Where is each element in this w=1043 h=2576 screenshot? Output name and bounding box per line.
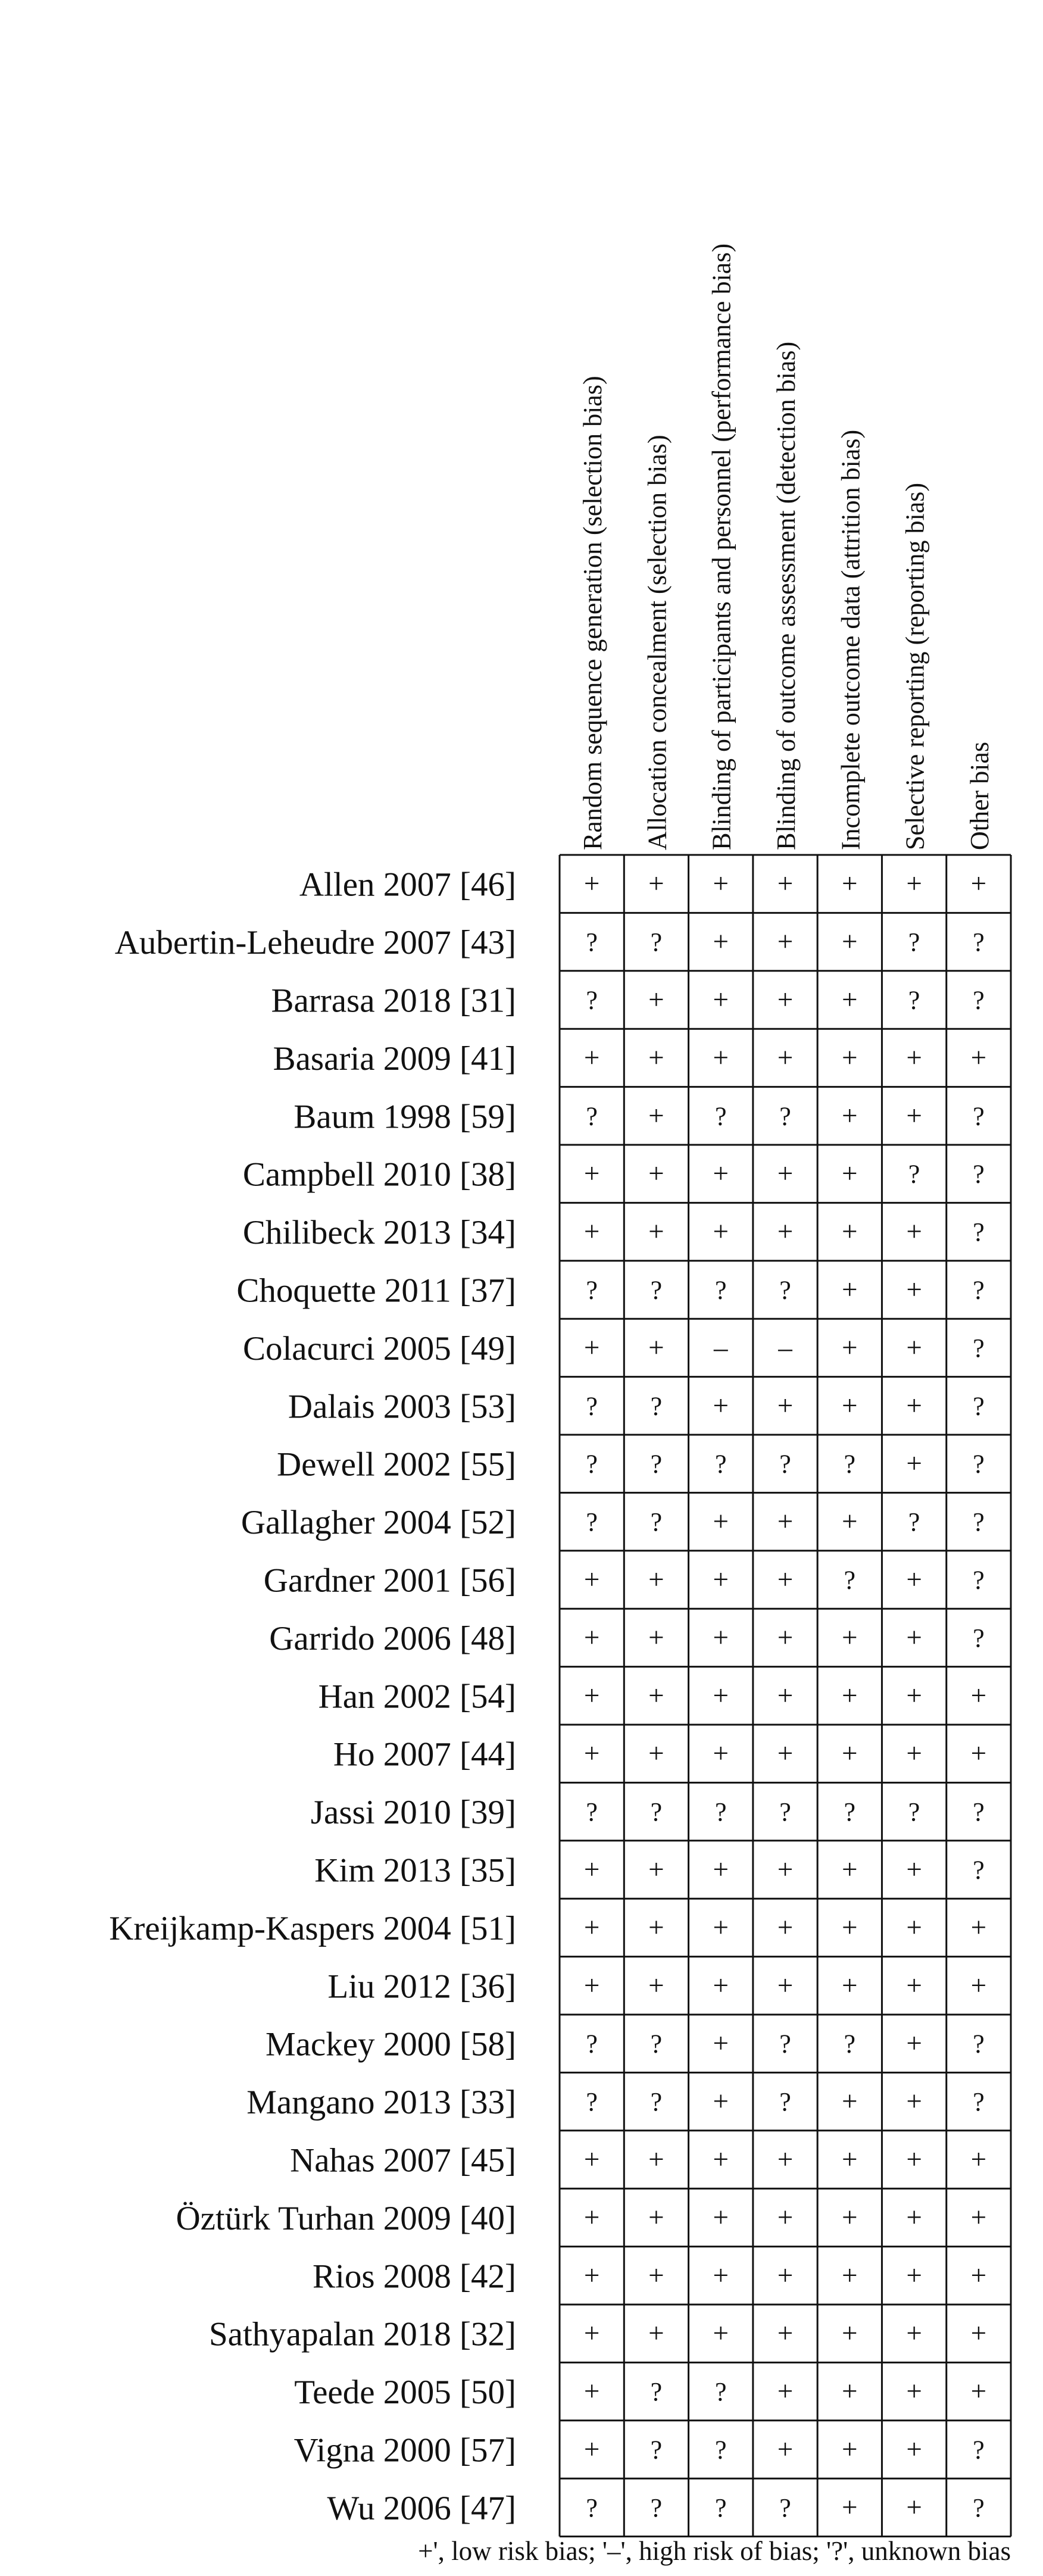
- bias-cell: +: [648, 2260, 664, 2291]
- bias-cell: +: [906, 1100, 922, 1132]
- bias-cell: +: [906, 2491, 922, 2523]
- bias-cell: ?: [650, 2493, 663, 2522]
- bias-cell: ?: [650, 1391, 663, 1421]
- column-headers: [578, 243, 994, 850]
- bias-cell: +: [648, 1100, 664, 1132]
- bias-cell: +: [713, 1506, 729, 1538]
- bias-cell: ?: [714, 1449, 727, 1479]
- bias-cell: ?: [844, 1797, 856, 1827]
- bias-cell: +: [777, 1564, 794, 1595]
- footnote-legend: +', low risk bias; '–', high risk of bias; '?', unknown bias: [418, 2536, 1011, 2566]
- bias-cell: ?: [779, 1449, 791, 1479]
- bias-cell: +: [648, 1680, 664, 1712]
- bias-cell: +: [842, 1042, 858, 1073]
- study-label: Ho 2007 [44]: [333, 1735, 516, 1773]
- bias-cell: +: [906, 1738, 922, 1769]
- study-label: Baum 1998 [59]: [293, 1098, 516, 1136]
- bias-cell: +: [842, 2318, 858, 2349]
- bias-cell: +: [583, 2434, 600, 2465]
- bias-cell: +: [777, 1854, 794, 1885]
- bias-cell: +: [583, 1970, 600, 2002]
- bias-cell: +: [713, 2260, 729, 2291]
- bias-cell: +: [583, 868, 600, 900]
- bias-cell: +: [970, 868, 987, 900]
- bias-cell: ?: [973, 1217, 985, 1247]
- study-label: Han 2002 [54]: [318, 1678, 516, 1716]
- bias-cell: +: [842, 2376, 858, 2408]
- bias-cell: +: [842, 2434, 858, 2465]
- bias-cell: +: [970, 2202, 987, 2233]
- bias-cell: +: [842, 2260, 858, 2291]
- bias-cell: +: [648, 2202, 664, 2233]
- study-label: Kreijkamp-Kaspers 2004 [51]: [109, 1909, 516, 1947]
- bias-cell: +: [583, 2260, 600, 2291]
- bias-cell: +: [713, 1854, 729, 1885]
- bias-cell: +: [842, 1738, 858, 1769]
- study-label: Campbell 2010 [38]: [242, 1156, 516, 1194]
- bias-cell: ?: [650, 2377, 663, 2407]
- bias-cell: +: [842, 2202, 858, 2233]
- bias-cell: +: [648, 1216, 664, 1248]
- study-label: Choquette 2011 [37]: [236, 1272, 516, 1310]
- bias-cell: +: [970, 2260, 987, 2291]
- bias-cell: ?: [714, 1101, 727, 1131]
- bias-cell: +: [842, 2086, 858, 2118]
- bias-cell: ?: [908, 1159, 920, 1189]
- bias-cell: +: [713, 1564, 729, 1595]
- bias-cell: +: [906, 2318, 922, 2349]
- bias-cell: +: [648, 2144, 664, 2175]
- bias-cell: +: [583, 1332, 600, 1363]
- bias-cell: +: [777, 2434, 794, 2465]
- study-label: Jassi 2010 [39]: [310, 1794, 516, 1832]
- bias-cell: +: [906, 1854, 922, 1885]
- bias-cell: +: [842, 984, 858, 1016]
- bias-cell: +: [842, 1274, 858, 1306]
- bias-cell: +: [777, 1158, 794, 1189]
- bias-cell: ?: [586, 1797, 598, 1827]
- bias-cell: +: [777, 1680, 794, 1712]
- bias-cell: +: [906, 2028, 922, 2059]
- column-header: Random sequence generation (selection bias): [578, 376, 608, 850]
- bias-cell: +: [713, 1042, 729, 1073]
- bias-cell: +: [906, 2086, 922, 2118]
- bias-cell: +: [648, 1738, 664, 1769]
- bias-cell: +: [713, 2144, 729, 2175]
- bias-cell: +: [648, 2318, 664, 2349]
- bias-cell: +: [970, 2318, 987, 2349]
- bias-cell: +: [713, 868, 729, 900]
- bias-cell: ?: [844, 2029, 856, 2059]
- bias-cell: +: [906, 1332, 922, 1363]
- bias-cell: ?: [844, 1449, 856, 1479]
- study-label: Basaria 2009 [41]: [273, 1039, 516, 1078]
- bias-cell: +: [970, 2376, 987, 2408]
- bias-cell: +: [583, 1216, 600, 1248]
- bias-cell: ?: [908, 928, 920, 957]
- bias-cell: +: [842, 1216, 858, 1248]
- bias-cell: +: [583, 1158, 600, 1189]
- bias-cell: ?: [844, 1565, 856, 1595]
- bias-cell: +: [583, 1738, 600, 1769]
- bias-cell: +: [713, 2028, 729, 2059]
- bias-cell: +: [777, 2260, 794, 2291]
- bias-cell: +: [583, 1042, 600, 1073]
- study-label: Kim 2013 [35]: [314, 1851, 516, 1890]
- bias-cell: +: [842, 1332, 858, 1363]
- bias-cell: +: [777, 1390, 794, 1422]
- bias-cell: +: [906, 868, 922, 900]
- bias-cell: +: [842, 1158, 858, 1189]
- bias-cell: ?: [973, 2029, 985, 2059]
- bias-cell: +: [713, 2202, 729, 2233]
- bias-cell: +: [713, 1158, 729, 1189]
- bias-cell: +: [713, 984, 729, 1016]
- bias-cell: +: [842, 1622, 858, 1653]
- bias-cell: +: [906, 1970, 922, 2002]
- bias-cell: ?: [973, 1101, 985, 1131]
- bias-cell: +: [648, 1622, 664, 1653]
- bias-cell: +: [583, 2202, 600, 2233]
- bias-cell: +: [777, 1912, 794, 1943]
- table-cells: [584, 869, 986, 2523]
- study-label: Mackey 2000 [58]: [265, 2025, 516, 2063]
- bias-cell: ?: [908, 1797, 920, 1827]
- bias-cell: ?: [973, 1333, 985, 1363]
- study-label: Wu 2006 [47]: [327, 2489, 516, 2527]
- bias-cell: +: [777, 1216, 794, 1248]
- bias-cell: –: [713, 1332, 728, 1363]
- bias-cell: +: [713, 1622, 729, 1653]
- study-label: Aubertin-Leheudre 2007 [43]: [114, 924, 516, 962]
- bias-cell: +: [906, 1912, 922, 1943]
- bias-cell: +: [906, 2144, 922, 2175]
- bias-cell: +: [777, 1622, 794, 1653]
- bias-cell: +: [842, 1100, 858, 1132]
- bias-cell: +: [842, 926, 858, 958]
- column-header: Blinding of participants and personnel (performance bias): [707, 243, 736, 850]
- bias-cell: +: [713, 1390, 729, 1422]
- bias-cell: ?: [650, 1797, 663, 1827]
- bias-cell: ?: [973, 1275, 985, 1305]
- bias-cell: ?: [586, 1507, 598, 1537]
- bias-cell: +: [906, 1448, 922, 1479]
- bias-cell: +: [583, 2376, 600, 2408]
- bias-cell: +: [583, 1564, 600, 1595]
- bias-cell: ?: [779, 1275, 791, 1305]
- bias-cell: +: [713, 1216, 729, 1248]
- column-header: Incomplete outcome data (attrition bias): [836, 429, 866, 850]
- bias-cell: +: [777, 984, 794, 1016]
- bias-cell: +: [842, 1680, 858, 1712]
- bias-cell: +: [970, 1738, 987, 1769]
- bias-cell: ?: [973, 1565, 985, 1595]
- bias-cell: +: [906, 1622, 922, 1653]
- bias-cell: +: [648, 984, 664, 1016]
- bias-cell: +: [906, 2202, 922, 2233]
- bias-cell: ?: [650, 928, 663, 957]
- study-label: Colacurci 2005 [49]: [242, 1329, 516, 1367]
- column-header: Selective reporting (reporting bias): [900, 482, 930, 850]
- bias-cell: ?: [650, 2435, 663, 2465]
- study-label: Allen 2007 [46]: [299, 866, 516, 904]
- bias-cell: +: [970, 1042, 987, 1073]
- bias-cell: ?: [973, 1391, 985, 1421]
- bias-cell: ?: [586, 1101, 598, 1131]
- bias-cell: +: [648, 1912, 664, 1943]
- bias-cell: ?: [650, 2087, 663, 2117]
- bias-cell: +: [648, 1042, 664, 1073]
- bias-cell: +: [777, 2318, 794, 2349]
- study-label: Mangano 2013 [33]: [246, 2084, 516, 2122]
- bias-cell: +: [842, 1854, 858, 1885]
- bias-cell: ?: [650, 2029, 663, 2059]
- bias-cell: ?: [586, 1275, 598, 1305]
- bias-cell: ?: [908, 1507, 920, 1537]
- bias-cell: ?: [973, 985, 985, 1015]
- bias-cell: ?: [586, 1449, 598, 1479]
- study-label: Barrasa 2018 [31]: [271, 982, 516, 1020]
- bias-cell: +: [713, 1912, 729, 1943]
- study-label: Öztürk Turhan 2009 [40]: [176, 2199, 516, 2237]
- bias-cell: ?: [973, 1159, 985, 1189]
- bias-cell: ?: [973, 1449, 985, 1479]
- bias-cell: ?: [586, 985, 598, 1015]
- bias-cell: ?: [586, 2493, 598, 2522]
- study-label: Chilibeck 2013 [34]: [242, 1214, 516, 1252]
- study-label: Rios 2008 [42]: [313, 2257, 516, 2296]
- bias-cell: +: [777, 1042, 794, 1073]
- study-label: Dalais 2003 [53]: [288, 1388, 516, 1426]
- column-header: Other bias: [964, 741, 994, 850]
- bias-cell: +: [583, 1680, 600, 1712]
- bias-cell: +: [906, 1274, 922, 1306]
- column-header: Allocation concealment (selection bias): [642, 435, 672, 850]
- bias-cell: ?: [973, 2435, 985, 2465]
- bias-cell: +: [906, 1216, 922, 1248]
- bias-cell: +: [648, 1158, 664, 1189]
- bias-cell: +: [906, 2376, 922, 2408]
- study-label: Nahas 2007 [45]: [290, 2141, 516, 2180]
- bias-cell: +: [777, 926, 794, 958]
- bias-cell: +: [970, 1680, 987, 1712]
- study-label: Gardner 2001 [56]: [263, 1562, 516, 1600]
- bias-cell: +: [906, 1564, 922, 1595]
- bias-cell: +: [777, 1970, 794, 2002]
- bias-cell: +: [648, 1854, 664, 1885]
- bias-cell: ?: [779, 2493, 791, 2522]
- bias-cell: +: [713, 1738, 729, 1769]
- bias-cell: +: [906, 2260, 922, 2291]
- bias-cell: ?: [650, 1507, 663, 1537]
- bias-cell: +: [906, 2434, 922, 2465]
- bias-cell: ?: [586, 928, 598, 957]
- bias-cell: +: [777, 2376, 794, 2408]
- bias-cell: +: [777, 2202, 794, 2233]
- bias-cell: +: [906, 1680, 922, 1712]
- bias-cell: +: [777, 1506, 794, 1538]
- study-label: Vigna 2000 [57]: [293, 2431, 516, 2469]
- bias-cell: ?: [650, 1275, 663, 1305]
- study-label: Sathyapalan 2018 [32]: [208, 2315, 516, 2353]
- bias-cell: ?: [714, 1275, 727, 1305]
- bias-cell: ?: [908, 985, 920, 1015]
- bias-cell: ?: [973, 1623, 985, 1653]
- bias-cell: +: [713, 1680, 729, 1712]
- bias-cell: +: [713, 2318, 729, 2349]
- bias-cell: +: [970, 1912, 987, 1943]
- bias-cell: ?: [586, 2087, 598, 2117]
- bias-cell: +: [648, 1970, 664, 2002]
- bias-cell: +: [713, 926, 729, 958]
- study-label: Gallagher 2004 [52]: [241, 1504, 516, 1542]
- bias-cell: +: [583, 1912, 600, 1943]
- bias-cell: ?: [714, 2377, 727, 2407]
- bias-cell: ?: [714, 1797, 727, 1827]
- bias-cell: +: [777, 2144, 794, 2175]
- bias-cell: +: [713, 1970, 729, 2002]
- bias-cell: +: [970, 2144, 987, 2175]
- bias-cell: +: [842, 1390, 858, 1422]
- study-label: Teede 2005 [50]: [294, 2374, 516, 2412]
- bias-cell: ?: [779, 2029, 791, 2059]
- study-labels: [109, 866, 516, 2527]
- bias-cell: +: [713, 2086, 729, 2118]
- bias-cell: ?: [973, 1797, 985, 1827]
- bias-cell: +: [583, 2144, 600, 2175]
- bias-cell: ?: [973, 2493, 985, 2522]
- bias-cell: +: [777, 1738, 794, 1769]
- bias-cell: ?: [586, 1391, 598, 1421]
- bias-cell: +: [842, 1912, 858, 1943]
- bias-cell: ?: [650, 1449, 663, 1479]
- bias-cell: ?: [779, 1101, 791, 1131]
- bias-cell: +: [842, 868, 858, 900]
- bias-cell: ?: [973, 2087, 985, 2117]
- bias-cell: ?: [973, 1507, 985, 1537]
- bias-cell: +: [583, 2318, 600, 2349]
- bias-cell: ?: [714, 2493, 727, 2522]
- study-label: Dewell 2002 [55]: [276, 1445, 516, 1484]
- bias-cell: ?: [714, 2435, 727, 2465]
- bias-cell: ?: [586, 2029, 598, 2059]
- study-label: Liu 2012 [36]: [327, 1968, 516, 2006]
- bias-cell: +: [842, 2144, 858, 2175]
- bias-cell: +: [906, 1042, 922, 1073]
- bias-cell: ?: [779, 1797, 791, 1827]
- study-label: Garrido 2006 [48]: [269, 1619, 516, 1657]
- bias-cell: +: [906, 1390, 922, 1422]
- bias-cell: +: [777, 868, 794, 900]
- column-header: Blinding of outcome assessment (detection bias): [772, 341, 801, 850]
- bias-cell: +: [648, 1332, 664, 1363]
- bias-cell: ?: [973, 1855, 985, 1885]
- bias-cell: ?: [973, 928, 985, 957]
- bias-cell: +: [648, 868, 664, 900]
- bias-cell: +: [842, 2491, 858, 2523]
- bias-cell: +: [842, 1970, 858, 2002]
- bias-cell: +: [970, 1970, 987, 2002]
- bias-cell: –: [778, 1332, 792, 1363]
- bias-cell: +: [648, 1564, 664, 1595]
- bias-cell: +: [842, 1506, 858, 1538]
- bias-cell: +: [583, 1622, 600, 1653]
- bias-cell: ?: [779, 2087, 791, 2117]
- bias-cell: +: [583, 1854, 600, 1885]
